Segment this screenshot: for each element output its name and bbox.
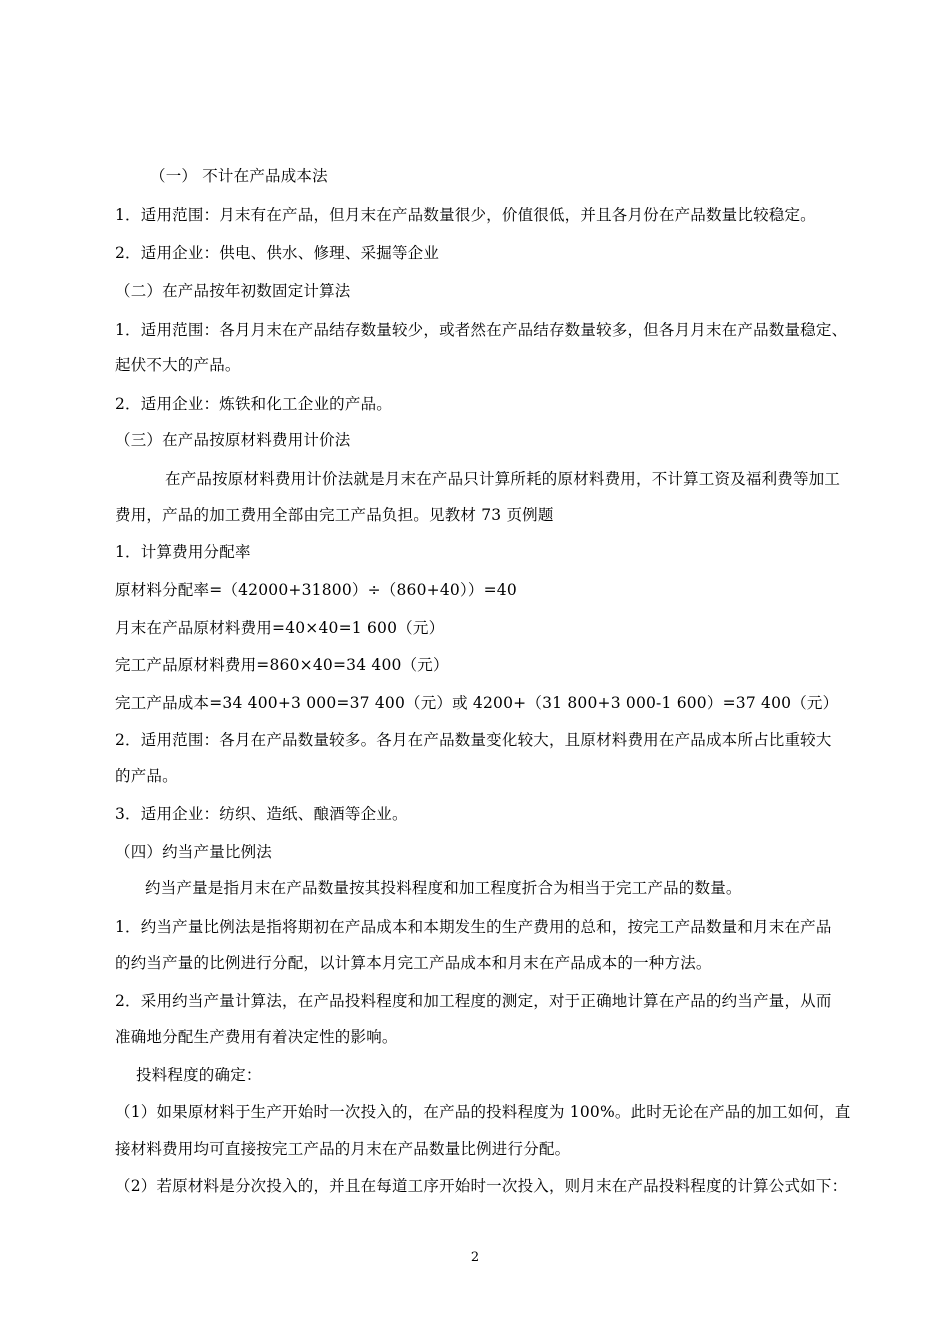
paragraph-line: 准确地分配生产费用有着决定性的影响。 — [115, 1028, 398, 1046]
paragraph-line: 1．约当产量比例法是指将期初在产品成本和本期发生的生产费用的总和，按完工产品数量和月末在产品 — [115, 918, 832, 936]
paragraph-line: （1）如果原材料于生产开始时一次投入的，在产品的投料程度为 100%。此时无论在产品的加工如何，直 — [115, 1103, 851, 1121]
formula-line: 原材料分配率=（42000+31800）÷（860+40））=40 — [115, 581, 517, 599]
paragraph-line: 起伏不大的产品。 — [115, 356, 241, 374]
paragraph-line: 投料程度的确定： — [136, 1066, 262, 1084]
paragraph-line: 2．采用约当产量计算法，在产品投料程度和加工程度的测定，对于正确地计算在产品的约当产量，从而 — [115, 992, 832, 1010]
paragraph-line: 1．适用范围：各月月末在产品结存数量较少，或者然在产品结存数量较多，但各月月末在产品数量稳定、 — [115, 321, 848, 339]
paragraph-line: 1．计算费用分配率 — [115, 543, 251, 561]
section-heading-1: （一） 不计在产品成本法 — [150, 167, 328, 185]
section-heading-3: （三）在产品按原材料费用计价法 — [115, 431, 351, 449]
paragraph-line: （2）若原材料是分次投入的，并且在每道工序开始时一次投入，则月末在产品投料程度的计算公式如下： — [115, 1177, 848, 1195]
paragraph-line: 接材料费用均可直接按完工产品的月末在产品数量比例进行分配。 — [115, 1140, 571, 1158]
paragraph-line: 2．适用企业：供电、供水、修理、采掘等企业 — [115, 244, 440, 262]
section-heading-4: （四）约当产量比例法 — [115, 843, 273, 861]
formula-line: 月末在产品原材料费用=40×40=1 600（元） — [115, 619, 445, 637]
paragraph-line: 1．适用范围：月末有在产品，但月末在产品数量很少，价值很低，并且各月份在产品数量比较稳定。 — [115, 206, 816, 224]
paragraph-line: 的产品。 — [115, 767, 178, 785]
paragraph-line: 2．适用范围：各月在产品数量较多。各月在产品数量变化较大，且原材料费用在产品成本所占比重较大 — [115, 731, 832, 749]
paragraph-line: 2．适用企业：炼铁和化工企业的产品。 — [115, 395, 392, 413]
paragraph-line: 3．适用企业：纺织、造纸、酿酒等企业。 — [115, 805, 408, 823]
formula-line: 完工产品原材料费用=860×40=34 400（元） — [115, 656, 449, 674]
paragraph-line: 费用，产品的加工费用全部由完工产品负担。见教材 73 页例题 — [115, 506, 554, 524]
section-heading-2: （二）在产品按年初数固定计算法 — [115, 282, 351, 300]
page-number: 2 — [470, 1250, 480, 1265]
formula-line: 完工产品成本=34 400+3 000=37 400（元）或 4200+（31 800+3 000-1 600）=37 400（元） — [115, 694, 839, 712]
paragraph-line: 在产品按原材料费用计价法就是月末在产品只计算所耗的原材料费用，不计算工资及福利费等加工 — [165, 470, 841, 488]
paragraph-line: 约当产量是指月末在产品数量按其投料程度和加工程度折合为相当于完工产品的数量。 — [145, 879, 742, 897]
paragraph-line: 的约当产量的比例进行分配，以计算本月完工产品成本和月末在产品成本的一种方法。 — [115, 954, 712, 972]
